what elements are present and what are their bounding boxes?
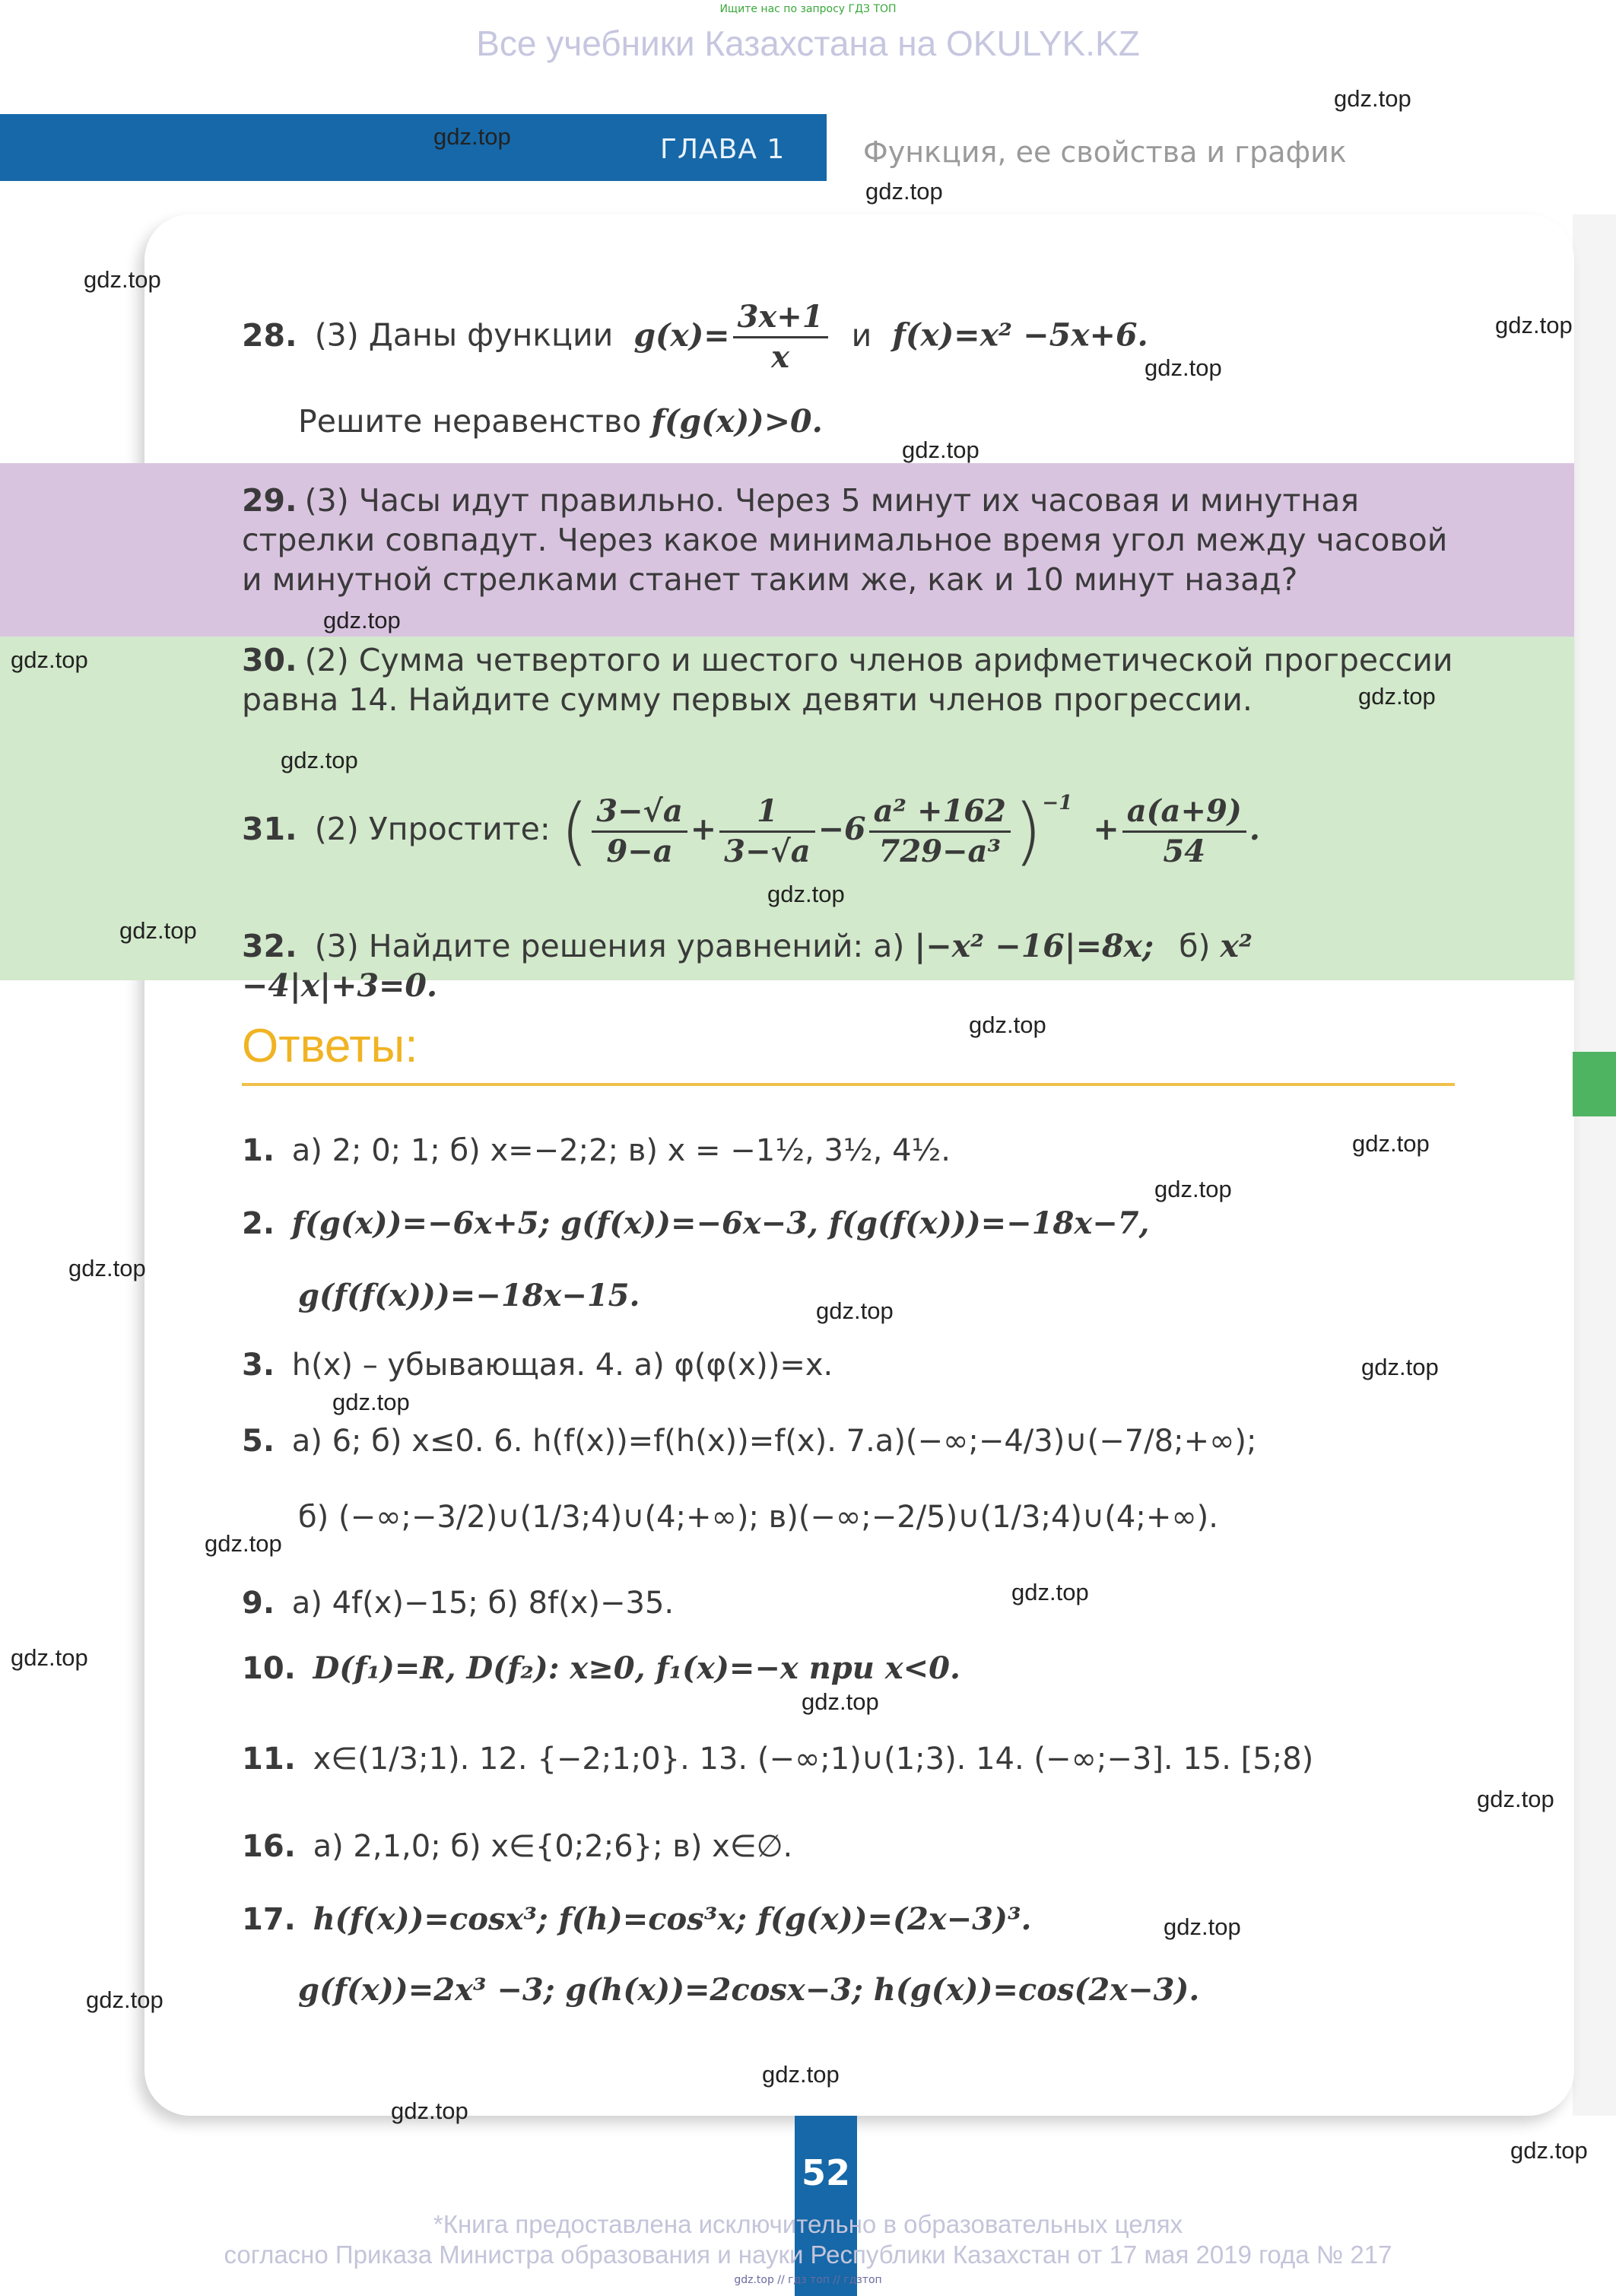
- problem-text: (3) Даны функции: [314, 316, 614, 354]
- answer-text: а) 6; б) x≤0. 6. h(f(x))=f(h(x))=f(x). 7.а)(−∞;−4/3)∪(−7/8;+∞);: [291, 1424, 1257, 1459]
- answer-5: [242, 1424, 1489, 1459]
- problem-number: 30.: [242, 642, 297, 678]
- numerator: 3−√a: [592, 792, 687, 833]
- answer-17-line2: [298, 1972, 1545, 2008]
- answer-number: 1.: [242, 1133, 275, 1168]
- footer-small: gdz.top // гдз топ // гдзтоп: [734, 2274, 882, 2286]
- answer-number: 9.: [242, 1586, 275, 1621]
- fraction: [869, 792, 1011, 871]
- problem-text: (3) Часы идут правильно. Через 5 минут их часовая и минутная стрелки совпадут. Через какое минимальное время угол между часовой и минутной стрелками станет таким же, как и 10 минут назад?: [242, 482, 1448, 598]
- chapter-title: Функция, ее свойства и график: [863, 135, 1347, 169]
- watermark: gdz.top: [969, 1011, 1046, 1038]
- watermark: gdz.top: [86, 1986, 164, 2013]
- answer-text: а) 4f(x)−15; б) 8f(x)−35.: [291, 1586, 675, 1621]
- answer-text: D(f₁)=R, D(f₂): x≥0, f₁(x)=−x при x<0.: [313, 1650, 960, 1686]
- math-expression: |−x² −16|=8x;: [914, 928, 1154, 964]
- answer-text: f(g(x))=−6x+5; g(f(x))=−6x−3, f(g(f(x)))=−18x−7,: [291, 1205, 1150, 1241]
- problem-number: 32.: [242, 928, 297, 964]
- fraction: [733, 298, 828, 376]
- numerator: 3x+1: [733, 298, 828, 338]
- answers-title: Ответы:: [242, 1020, 418, 1072]
- answer-number: 11.: [242, 1742, 296, 1777]
- watermark: gdz.top: [11, 646, 88, 673]
- answer-17: [242, 1901, 1489, 1937]
- chapter-label: ГЛАВА 1: [660, 134, 786, 165]
- answer-11: [242, 1742, 1489, 1777]
- answer-number: 17.: [242, 1902, 296, 1937]
- watermark: gdz.top: [1011, 1579, 1089, 1605]
- watermark: gdz.top: [802, 1688, 879, 1715]
- answer-10: [242, 1650, 1489, 1686]
- watermark: gdz.top: [84, 266, 161, 293]
- footer-line-2: согласно Приказа Министра образования и науки Республики Казахстан от 17 мая 2019 года № 217: [224, 2240, 1392, 2269]
- denominator: x: [771, 339, 790, 375]
- watermark: gdz.top: [1164, 1913, 1241, 1940]
- page-right-edge: [1573, 214, 1616, 2116]
- watermark: gdz.top: [1334, 85, 1411, 112]
- problem-text: (2) Упростите:: [314, 811, 551, 847]
- problem-number: 31.: [242, 811, 297, 847]
- watermark: gdz.top: [433, 123, 511, 150]
- answer-2: [242, 1205, 1489, 1241]
- numerator: a² +162: [869, 792, 1011, 833]
- problem-text: (2) Сумма четвертого и шестого членов арифметической прогрессии равна 14. Найдите сумму первых девяти членов прогрессии.: [242, 642, 1453, 718]
- answer-text: а) 2; 0; 1; б) x=−2;2; в) x = −1½, 3½, 4½.: [291, 1133, 951, 1168]
- operator: +: [690, 811, 717, 847]
- denominator: 9−a: [606, 833, 673, 869]
- section-tab: [1573, 1052, 1616, 1116]
- answer-9: [242, 1586, 1489, 1621]
- watermark: gdz.top: [205, 1530, 282, 1557]
- answer-3: [242, 1348, 1489, 1383]
- math-expression: f(x)=x² −5x+6.: [892, 316, 1148, 354]
- answer-2-line2: [298, 1278, 1545, 1313]
- problem-text: б): [1179, 928, 1211, 964]
- watermark: gdz.top: [1477, 1786, 1554, 1812]
- top-note: Ищите нас по запросу ГДЗ ТОП: [719, 3, 897, 15]
- watermark: gdz.top: [902, 437, 979, 463]
- answer-text: h(x) – убывающая. 4. а) φ(φ(x))=x.: [291, 1348, 833, 1383]
- denominator: 3−√a: [724, 833, 811, 869]
- problem-29: [242, 481, 1455, 599]
- watermark: gdz.top: [1154, 1176, 1232, 1202]
- footer-line-1: *Книга предоставлена исключительно в образовательных целях: [433, 2210, 1183, 2238]
- answer-number: 16.: [242, 1829, 296, 1864]
- watermark: gdz.top: [1358, 683, 1436, 710]
- page-number: 52: [801, 2152, 850, 2193]
- problem-28-line2: [298, 402, 1515, 441]
- paren-close: ): [1013, 789, 1043, 874]
- answer-number: 3.: [242, 1348, 275, 1383]
- math-expression: x² −4|x|+3=0.: [242, 928, 1252, 1004]
- answer-16: [242, 1829, 1489, 1864]
- answers-divider: [242, 1083, 1455, 1086]
- math-expression: g(x)=: [633, 316, 730, 354]
- problem-text: (3) Найдите решения уравнений: а): [314, 928, 905, 964]
- watermark: gdz.top: [391, 2098, 468, 2124]
- conjunction: и: [851, 316, 872, 354]
- watermark: gdz.top: [1352, 1130, 1430, 1157]
- watermark: gdz.top: [767, 881, 845, 907]
- period: .: [1249, 811, 1261, 847]
- watermark: gdz.top: [68, 1255, 146, 1281]
- watermark: gdz.top: [281, 747, 358, 773]
- site-title: Все учебники Казахстана на OKULYK.KZ: [476, 24, 1140, 63]
- paren-open: (: [560, 789, 589, 874]
- answer-text: x∈(1/3;1). 12. {−2;1;0}. 13. (−∞;1)∪(1;3). 14. (−∞;−3]. 15. [5;8): [313, 1742, 1314, 1777]
- denominator: 729−a³: [878, 833, 1001, 869]
- operator: −6: [818, 811, 866, 847]
- watermark: gdz.top: [1510, 2137, 1588, 2164]
- operator: +: [1093, 811, 1119, 847]
- problem-32: [242, 926, 1459, 1005]
- answer-number: 10.: [242, 1651, 296, 1686]
- watermark: gdz.top: [119, 917, 197, 944]
- problem-number: 28.: [242, 316, 297, 354]
- answer-text: g(f(f(x)))=−18x−15.: [298, 1278, 640, 1313]
- answer-text: б) (−∞;−3/2)∪(1/3;4)∪(4;+∞); в)(−∞;−2/5)∪(1/3;4)∪(4;+∞).: [298, 1500, 1218, 1535]
- watermark: gdz.top: [1495, 312, 1573, 338]
- problem-text: Решите неравенство: [298, 403, 642, 440]
- watermark: gdz.top: [11, 1644, 88, 1671]
- answer-number: 2.: [242, 1206, 275, 1241]
- numerator: a(a+9): [1122, 792, 1246, 833]
- problem-31: [242, 783, 1459, 874]
- problem-number: 29.: [242, 482, 297, 519]
- answer-text: h(f(x))=cosx³; f(h)=cos³x; f(g(x))=(2x−3)³.: [313, 1901, 1032, 1937]
- watermark: gdz.top: [762, 2061, 840, 2088]
- problem-28: [242, 298, 1459, 376]
- answer-1: [242, 1133, 1489, 1168]
- watermark: gdz.top: [1361, 1354, 1439, 1380]
- exponent: −1: [1042, 792, 1073, 815]
- problem-30: [242, 640, 1455, 719]
- answer-number: 5.: [242, 1424, 275, 1459]
- answer-text: g(f(x))=2x³ −3; g(h(x))=2cosx−3; h(g(x))=cos(2x−3).: [298, 1972, 1200, 2008]
- fraction: [1122, 792, 1246, 871]
- math-expression: f(g(x))>0.: [651, 403, 823, 440]
- watermark: gdz.top: [865, 178, 943, 205]
- watermark: gdz.top: [323, 607, 401, 634]
- numerator: 1: [719, 792, 815, 833]
- answer-5-line2: [298, 1500, 1545, 1535]
- watermark: gdz.top: [1145, 354, 1222, 381]
- watermark: gdz.top: [332, 1389, 410, 1415]
- fraction: [719, 792, 815, 871]
- answer-text: а) 2,1,0; б) x∈{0;2;6}; в) x∈∅.: [313, 1829, 793, 1864]
- watermark: gdz.top: [816, 1297, 894, 1324]
- denominator: 54: [1163, 833, 1206, 869]
- fraction: [592, 792, 687, 871]
